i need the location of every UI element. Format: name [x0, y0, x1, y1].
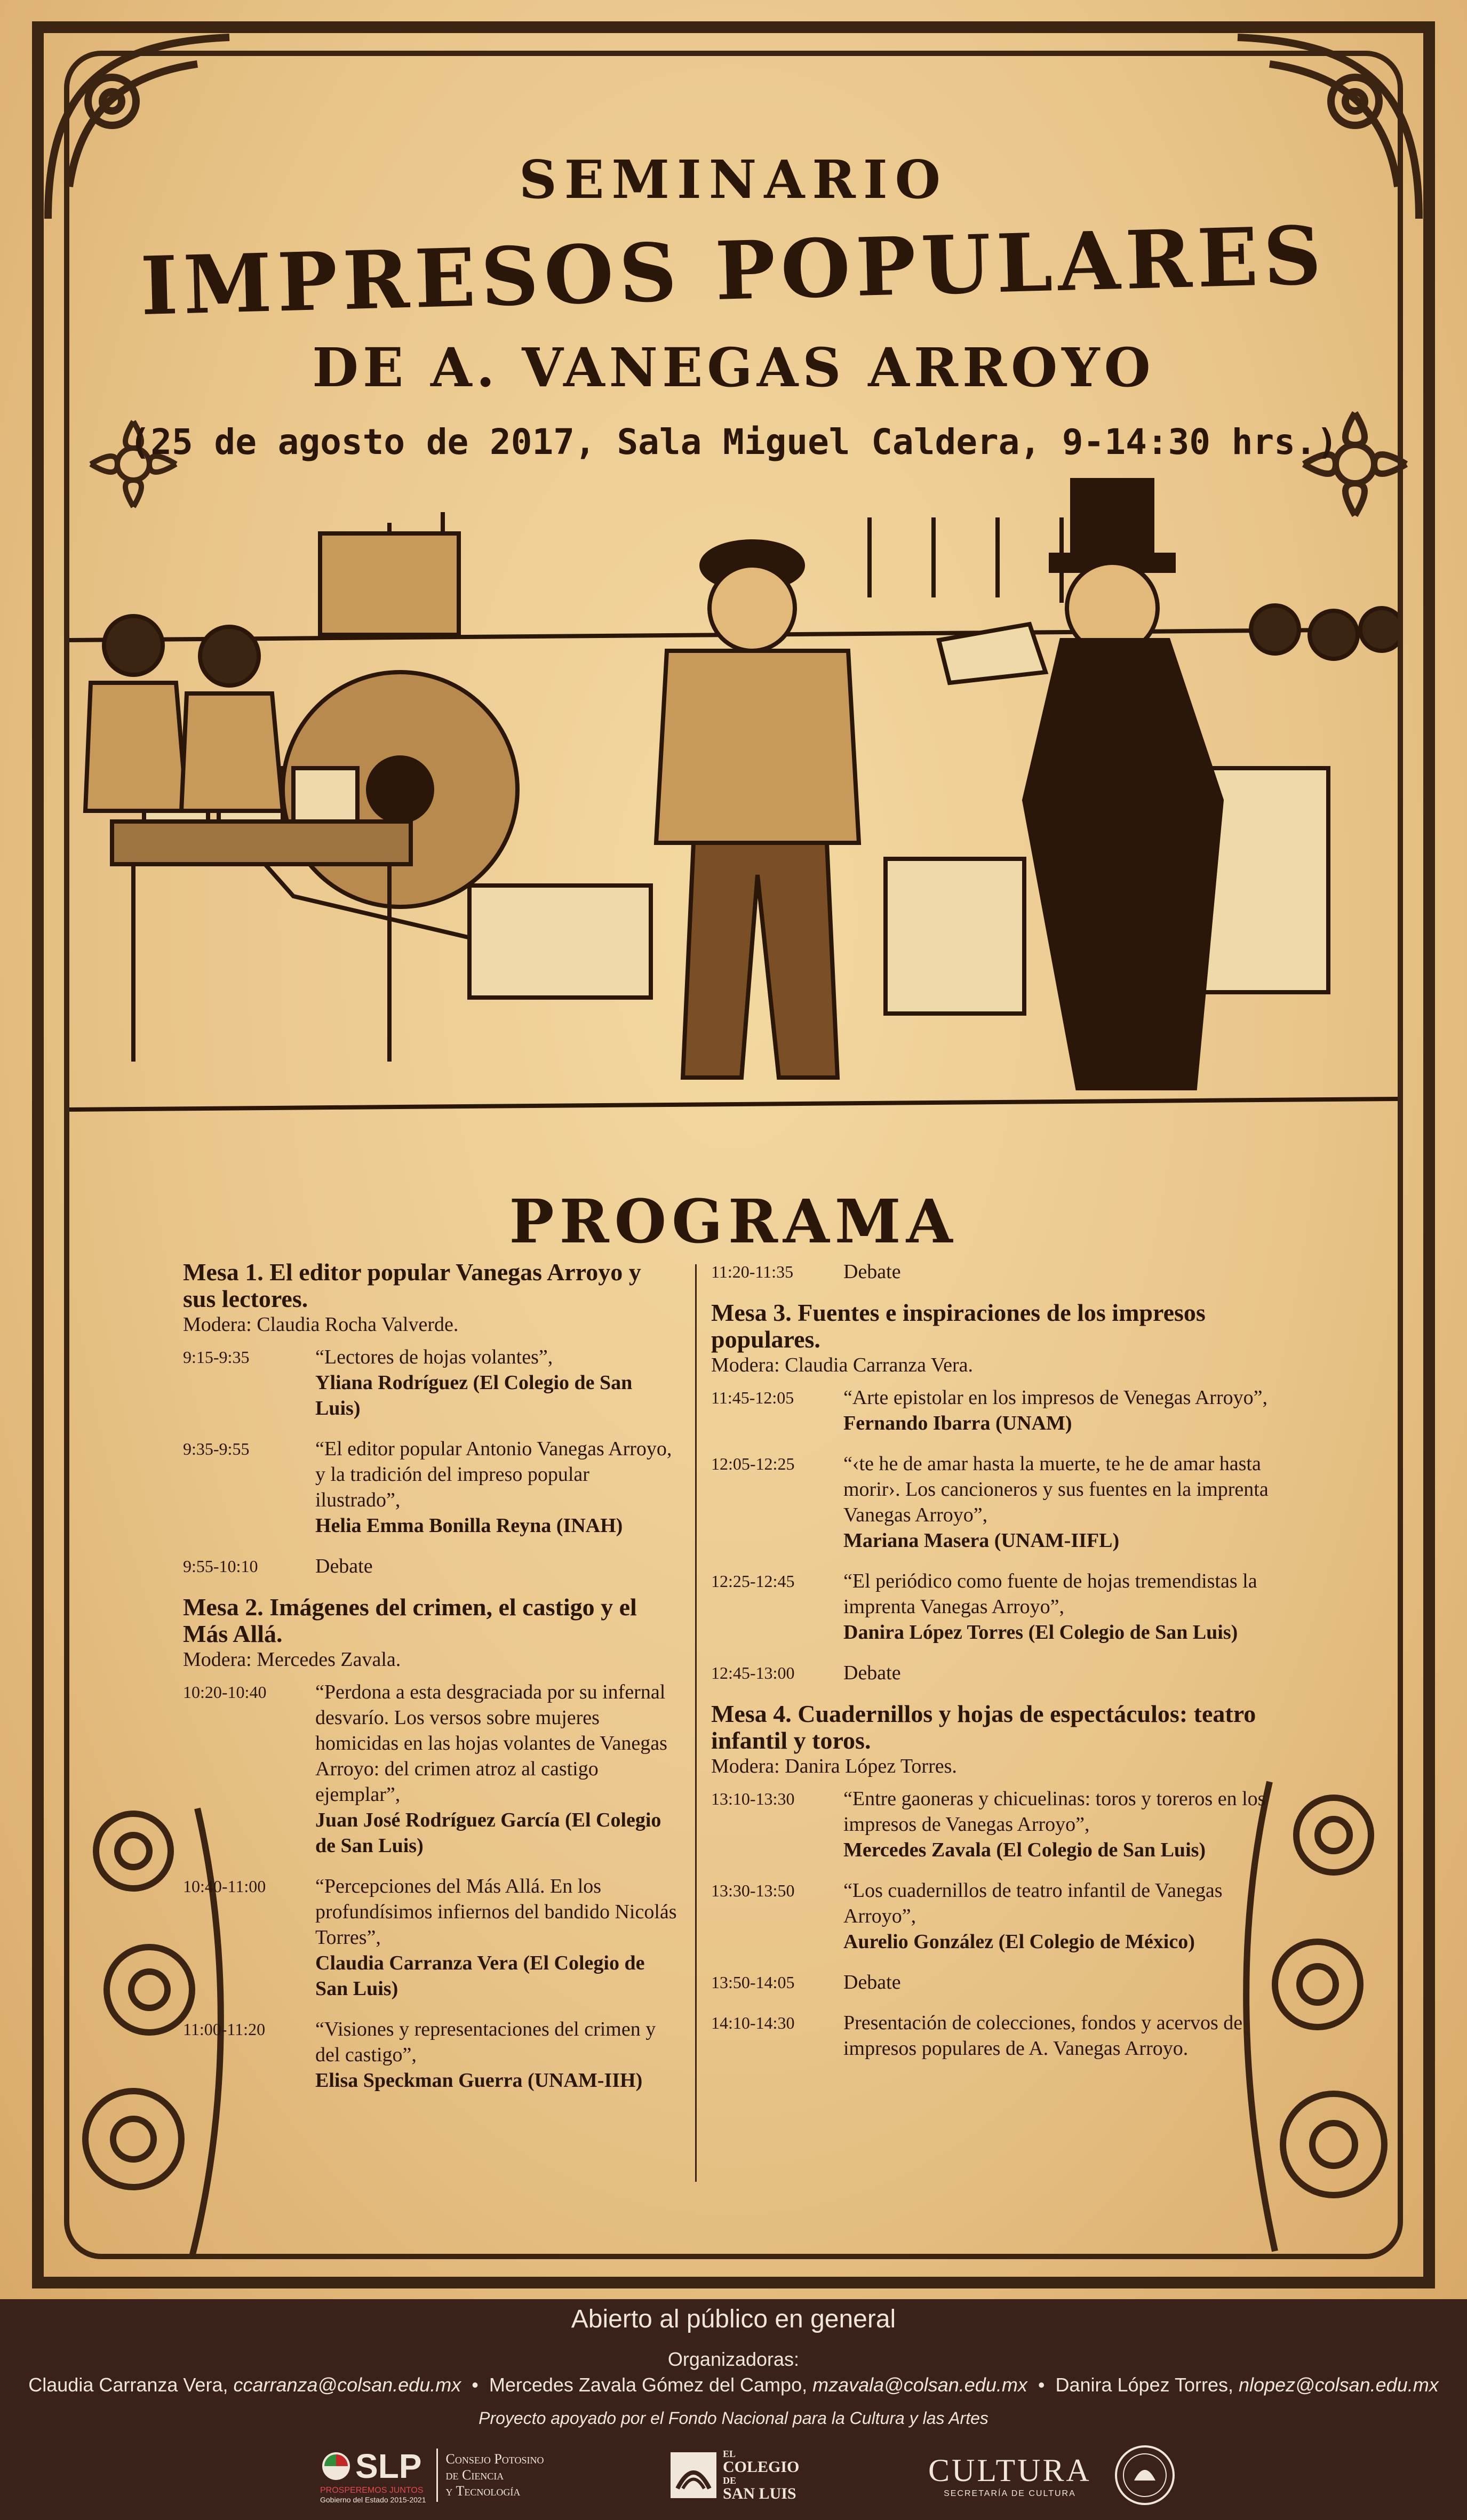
program-left-column	[183, 1259, 679, 2108]
talk-title: “Arte epistolar en los impresos de Venegas Arroyo”,	[843, 1386, 1267, 1409]
talk-title: “Perdona a esta desgraciada por su infernal desvarío. Los versos sobre mujeres homicidas en las hojas volantes de Vanegas Arroyo: del crimen atroz al castigo ejemplar”,	[315, 1681, 667, 1806]
speaker: Aurelio González (El Colegio de México)	[843, 1931, 1195, 1953]
talk-title: “Lectores de hojas volantes”,	[315, 1346, 553, 1368]
moderator: Modera: Claudia Carranza Vera.	[711, 1354, 973, 1376]
program-time: 13:10-13:30	[711, 1789, 795, 1808]
talk-title: “Entre gaoneras y chicuelinas: toros y toreros en los impresos de Vanegas Arroyo”,	[843, 1788, 1266, 1836]
debate: Debate	[315, 1555, 373, 1577]
organizer-email[interactable]: ccarranza@colsan.edu.mx	[233, 2374, 461, 2396]
mesa-title: Mesa 2. Imágenes del crimen, el castigo y el Más Allá.	[183, 1593, 637, 1647]
colsan-logo	[669, 2443, 799, 2507]
cultura-subtitle: SECRETARÍA DE CULTURA	[944, 2489, 1076, 2498]
mesa-title: Mesa 1. El editor popular Vanegas Arroyo y sus lectores.	[183, 1258, 641, 1312]
organizers-line: Claudia Carranza Vera, ccarranza@colsan.edu.mx • Mercedes Zavala Gómez del Campo, mzavala@colsan.edu.mx • Danira López Torres, nlopez@colsan.edu.mx	[28, 2374, 1439, 2396]
cultura-wordmark: CULTURA	[928, 2452, 1091, 2488]
print-shop-illustration	[69, 469, 1398, 1163]
speaker: Yliana Rodríguez (El Colegio de San Luis)	[315, 1371, 633, 1420]
footer	[0, 2299, 1467, 2520]
talk-title: “Visiones y representaciones del crimen y del castigo”,	[315, 2018, 656, 2066]
program-item	[711, 1568, 1298, 1645]
colsan-line: DE	[723, 2475, 737, 2486]
program-time: 12:05-12:25	[711, 1454, 795, 1473]
program-time: 9:15-9:35	[183, 1347, 250, 1367]
colsan-emblem-icon	[669, 2451, 717, 2499]
program-item	[711, 1786, 1298, 1863]
program-item	[711, 1660, 1298, 1686]
date-place: (25 de agosto de 2017, Sala Miguel Caldera, 9-14:30 hrs.)	[129, 421, 1338, 462]
talk-title: “Percepciones del Más Allá. En los profundísimos infiernos del bandido Nicolás Torres”,	[315, 1875, 677, 1949]
speaker: Mercedes Zavala (El Colegio de San Luis)	[843, 1839, 1206, 1861]
program-item	[183, 1436, 679, 1538]
seminario-heading: SEMINARIO	[519, 149, 948, 211]
open-to-public: Abierto al público en general	[571, 2305, 896, 2333]
program-item	[183, 2016, 679, 2093]
organizer-name: Danira López Torres,	[1055, 2374, 1233, 2396]
speaker: Helia Emma Bonilla Reyna (INAH)	[315, 1514, 623, 1537]
program-time: 11:00-11:20	[183, 2020, 266, 2039]
program-item	[711, 1969, 1298, 1995]
colsan-line: SAN LUIS	[723, 2485, 796, 2502]
moderator: Modera: Danira López Torres.	[711, 1755, 957, 1777]
program-time: 11:45-12:05	[711, 1388, 794, 1407]
program-right-column	[711, 1259, 1298, 2076]
copocyt-line: de Ciencia	[445, 2467, 504, 2483]
debate: Debate	[843, 1662, 901, 1684]
organizer-name: Mercedes Zavala Gómez del Campo,	[489, 2374, 808, 2396]
programa-title: PROGRAMA	[509, 1187, 958, 1257]
slp-government: Gobierno del Estado 2015-2021	[320, 2495, 426, 2504]
colsan-line: EL	[723, 2449, 736, 2459]
mesa-title: Mesa 3. Fuentes e inspiraciones de los impresos populares.	[711, 1299, 1206, 1353]
speaker: Danira López Torres (El Colegio de San Luis)	[843, 1621, 1238, 1644]
organizers-label: Organizadoras:	[667, 2348, 800, 2370]
organizer-name: Claudia Carranza Vera,	[28, 2374, 228, 2396]
moderator: Modera: Mercedes Zavala.	[183, 1648, 401, 1671]
colsan-line: COLEGIO	[723, 2458, 800, 2476]
program-time: 12:45-13:00	[711, 1663, 795, 1682]
speaker: Juan José Rodríguez García (El Colegio de San Luis)	[315, 1809, 661, 1857]
mexico-seal-icon	[1113, 2443, 1177, 2507]
page-title: IMPRESOS POPULARES	[139, 208, 1328, 334]
organizer-email[interactable]: mzavala@colsan.edu.mx	[812, 2374, 1027, 2396]
copocyt-line: Consejo Potosino	[445, 2451, 544, 2467]
speaker: Fernando Ibarra (UNAM)	[843, 1412, 1072, 1434]
copocyt-line: y Tecnología	[445, 2483, 521, 2499]
slp-logo	[320, 2443, 544, 2507]
program-item	[711, 1878, 1298, 1955]
program-time: 10:40-11:00	[183, 1877, 266, 1896]
talk-title: “El periódico como fuente de hojas tremendistas la imprenta Vanegas Arroyo”,	[843, 1570, 1257, 1618]
program-time: 11:20-11:35	[711, 1262, 794, 1281]
program-time: 10:20-10:40	[183, 1682, 267, 1702]
fonca-note: Proyecto apoyado por el Fondo Nacional para la Cultura y las Artes	[479, 2409, 988, 2428]
moderator: Modera: Claudia Rocha Valverde.	[183, 1313, 459, 1336]
speaker: Elisa Speckman Guerra (UNAM-IIH)	[315, 2069, 643, 2092]
program-time: 13:30-13:50	[711, 1881, 795, 1900]
program-item	[183, 1344, 679, 1421]
mesa-title: Mesa 4. Cuadernillos y hojas de espectáculos: teatro infantil y toros.	[711, 1700, 1256, 1754]
organizer-email[interactable]: nlopez@colsan.edu.mx	[1238, 2374, 1439, 2396]
column-divider	[695, 1264, 697, 2182]
slp-emblem-icon	[320, 2450, 352, 2482]
speaker: Mariana Masera (UNAM-IIFL)	[843, 1529, 1120, 1552]
program-item	[711, 2010, 1298, 2061]
slp-mark: SLP	[355, 2447, 422, 2485]
program-time: 9:55-10:10	[183, 1557, 258, 1576]
program-item	[183, 1553, 679, 1579]
debate: Debate	[843, 1971, 901, 1993]
program-item	[711, 1385, 1298, 1436]
talk-title: Presentación de colecciones, fondos y acervos de impresos populares de A. Vanegas Arroyo.	[843, 2012, 1243, 2060]
program-item	[183, 1679, 679, 1859]
talk-title: “El editor popular Antonio Vanegas Arroyo, y la tradición del impreso popular ilustrado”,	[315, 1438, 672, 1511]
program-item	[711, 1259, 1298, 1285]
program-time: 12:25-12:45	[711, 1572, 795, 1591]
program-time: 13:50-14:05	[711, 1973, 795, 1992]
cultura-logo	[928, 2443, 1177, 2507]
program-item	[183, 1873, 679, 2001]
page-subtitle: DE A. VANEGAS ARROYO	[312, 336, 1155, 399]
talk-title: “Los cuadernillos de teatro infantil de Vanegas Arroyo”,	[843, 1879, 1223, 1927]
program-item	[711, 1451, 1298, 1553]
slp-tagline: PROSPEREMOS JUNTOS	[320, 2486, 424, 2495]
speaker: Claudia Carranza Vera (El Colegio de San Luis)	[315, 1952, 645, 2000]
program-time: 14:10-14:30	[711, 2013, 795, 2032]
talk-title: “‹te he de amar hasta la muerte, te he de amar hasta morir›. Los cancioneros y sus fuentes en la imprenta Vanegas Arroyo”,	[843, 1453, 1269, 1526]
program-time: 9:35-9:55	[183, 1439, 250, 1458]
debate: Debate	[843, 1261, 901, 1283]
